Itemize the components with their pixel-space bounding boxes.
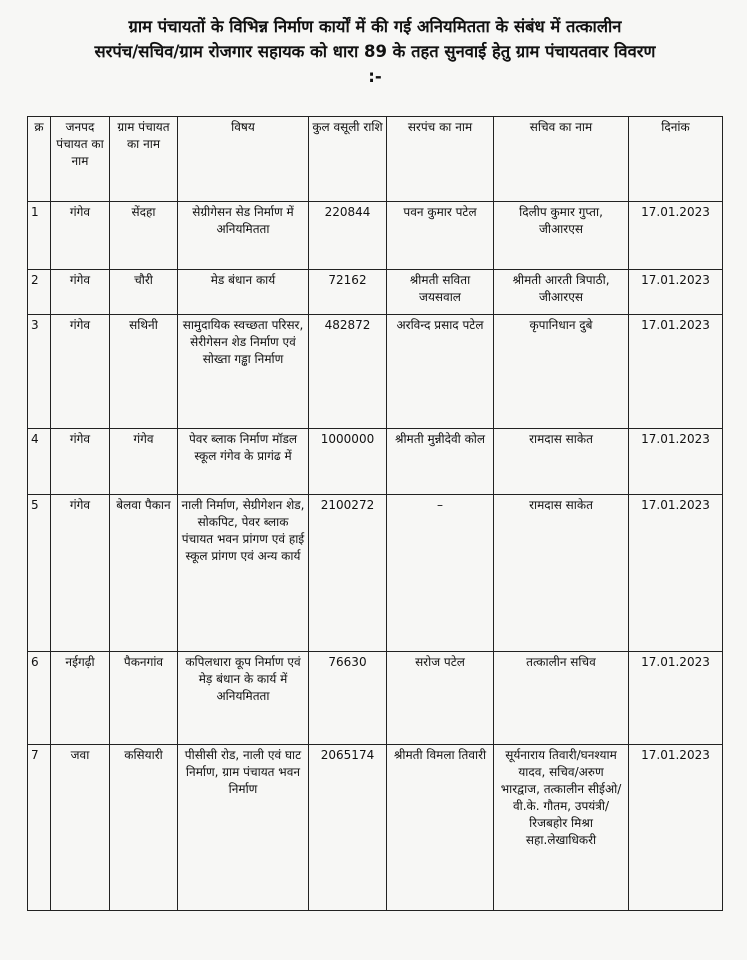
cell-janpad: जवा (51, 745, 110, 911)
cell-dinank: 17.01.2023 (629, 270, 723, 315)
cell-vishay: सामुदायिक स्वच्छता परिसर, सेरीगेसन शेड निर्माण एवं सोख्ता गड्ढा निर्माण (178, 315, 309, 429)
cell-dinank: 17.01.2023 (629, 745, 723, 911)
heading-line-2: सरपंच/सचिव/ग्राम रोजगार सहायक को धारा 89 के तहत सुनवाई हेतु ग्राम पंचायतवार विवरण (94, 42, 656, 61)
header-sarpanch: सरपंच का नाम (387, 117, 494, 202)
header-sachiv: सचिव का नाम (494, 117, 629, 202)
header-vishay: विषय (178, 117, 309, 202)
cell-vishay: पेवर ब्लाक निर्माण मॉडल स्कूल गंगेव के प्रागंढ में (178, 429, 309, 495)
cell-dinank: 17.01.2023 (629, 315, 723, 429)
cell-gram: सेंदहा (110, 202, 178, 270)
cell-janpad: गंगेव (51, 270, 110, 315)
heading-line-3: :- (368, 67, 382, 86)
document-heading (30, 14, 720, 89)
cell-gram: पैकनगांव (110, 652, 178, 745)
cell-rashi: 220844 (309, 202, 387, 270)
cell-sarpanch: अरविन्द प्रसाद पटेल (387, 315, 494, 429)
cell-rashi: 2100272 (309, 495, 387, 652)
cell-janpad: गंगेव (51, 315, 110, 429)
cell-sno: 2 (28, 270, 51, 315)
heading-line-1: ग्राम पंचायतों के विभिन्न निर्माण कार्यों में की गई अनियमितता के संबंध में तत्कालीन (128, 17, 622, 36)
table-row (28, 202, 723, 270)
cell-rashi: 482872 (309, 315, 387, 429)
table-row (28, 745, 723, 911)
cell-sno: 5 (28, 495, 51, 652)
cell-sno: 3 (28, 315, 51, 429)
panchayat-table (27, 116, 723, 911)
cell-vishay: सेग्रीगेसन सेड निर्माण में अनियमितता (178, 202, 309, 270)
cell-janpad: गंगेव (51, 495, 110, 652)
cell-dinank: 17.01.2023 (629, 495, 723, 652)
cell-sarpanch: सरोज पटेल (387, 652, 494, 745)
cell-sachiv: दिलीप कुमार गुप्ता, जीआरएस (494, 202, 629, 270)
cell-rashi: 1000000 (309, 429, 387, 495)
cell-gram: कसियारी (110, 745, 178, 911)
cell-sno: 4 (28, 429, 51, 495)
cell-dinank: 17.01.2023 (629, 652, 723, 745)
cell-sarpanch: श्रीमती विमला तिवारी (387, 745, 494, 911)
cell-sno: 6 (28, 652, 51, 745)
cell-vishay: कपिलधारा कूप निर्माण एवं मेड़ बंधान के कार्य में अनियमितता (178, 652, 309, 745)
header-rashi: कुल वसूली राशि (309, 117, 387, 202)
cell-sarpanch: – (387, 495, 494, 652)
table-row (28, 315, 723, 429)
cell-sachiv: रामदास साकेत (494, 495, 629, 652)
cell-sachiv: रामदास साकेत (494, 429, 629, 495)
cell-sachiv: तत्कालीन सचिव (494, 652, 629, 745)
cell-gram: बेलवा पैकान (110, 495, 178, 652)
cell-janpad: गंगेव (51, 429, 110, 495)
cell-rashi: 72162 (309, 270, 387, 315)
header-row (28, 117, 723, 202)
cell-sachiv: सूर्यनाराय तिवारी/घनश्याम यादव, सचिव/अरुण भारद्वाज, तत्कालीन सीईओ/वी.के. गौतम, उपयंत्री/रिजबहोर मिश्रा सहा.लेखाधिकरी (494, 745, 629, 911)
cell-rashi: 76630 (309, 652, 387, 745)
cell-sarpanch: पवन कुमार पटेल (387, 202, 494, 270)
table-row (28, 652, 723, 745)
cell-gram: गंगेव (110, 429, 178, 495)
cell-dinank: 17.01.2023 (629, 202, 723, 270)
cell-vishay: पीसीसी रोड, नाली एवं घाट निर्माण, ग्राम पंचायत भवन निर्माण (178, 745, 309, 911)
header-gram: ग्राम पंचायत का नाम (110, 117, 178, 202)
cell-sarpanch: श्रीमती सविता जयसवाल (387, 270, 494, 315)
header-sno: क्र (28, 117, 51, 202)
table-row (28, 495, 723, 652)
cell-sno: 1 (28, 202, 51, 270)
cell-janpad: नईगढ़ी (51, 652, 110, 745)
table-row (28, 429, 723, 495)
cell-sachiv: श्रीमती आरती त्रिपाठी, जीआरएस (494, 270, 629, 315)
cell-gram: सथिनी (110, 315, 178, 429)
cell-sno: 7 (28, 745, 51, 911)
cell-dinank: 17.01.2023 (629, 429, 723, 495)
cell-rashi: 2065174 (309, 745, 387, 911)
header-dinank: दिनांक (629, 117, 723, 202)
cell-vishay: मेड बंधान कार्य (178, 270, 309, 315)
cell-janpad: गंगेव (51, 202, 110, 270)
cell-sachiv: कृपानिधान दुबे (494, 315, 629, 429)
cell-sarpanch: श्रीमती मुन्नीदेवी कोल (387, 429, 494, 495)
cell-gram: चौरी (110, 270, 178, 315)
cell-vishay: नाली निर्माण, सेग्रीगेशन शेड, सोकपिट, पेवर ब्लाक पंचायत भवन प्रांगण एवं हाई स्कूल प्रांगण एवं अन्य कार्य (178, 495, 309, 652)
header-janpad: जनपद पंचायत का नाम (51, 117, 110, 202)
table-row (28, 270, 723, 315)
